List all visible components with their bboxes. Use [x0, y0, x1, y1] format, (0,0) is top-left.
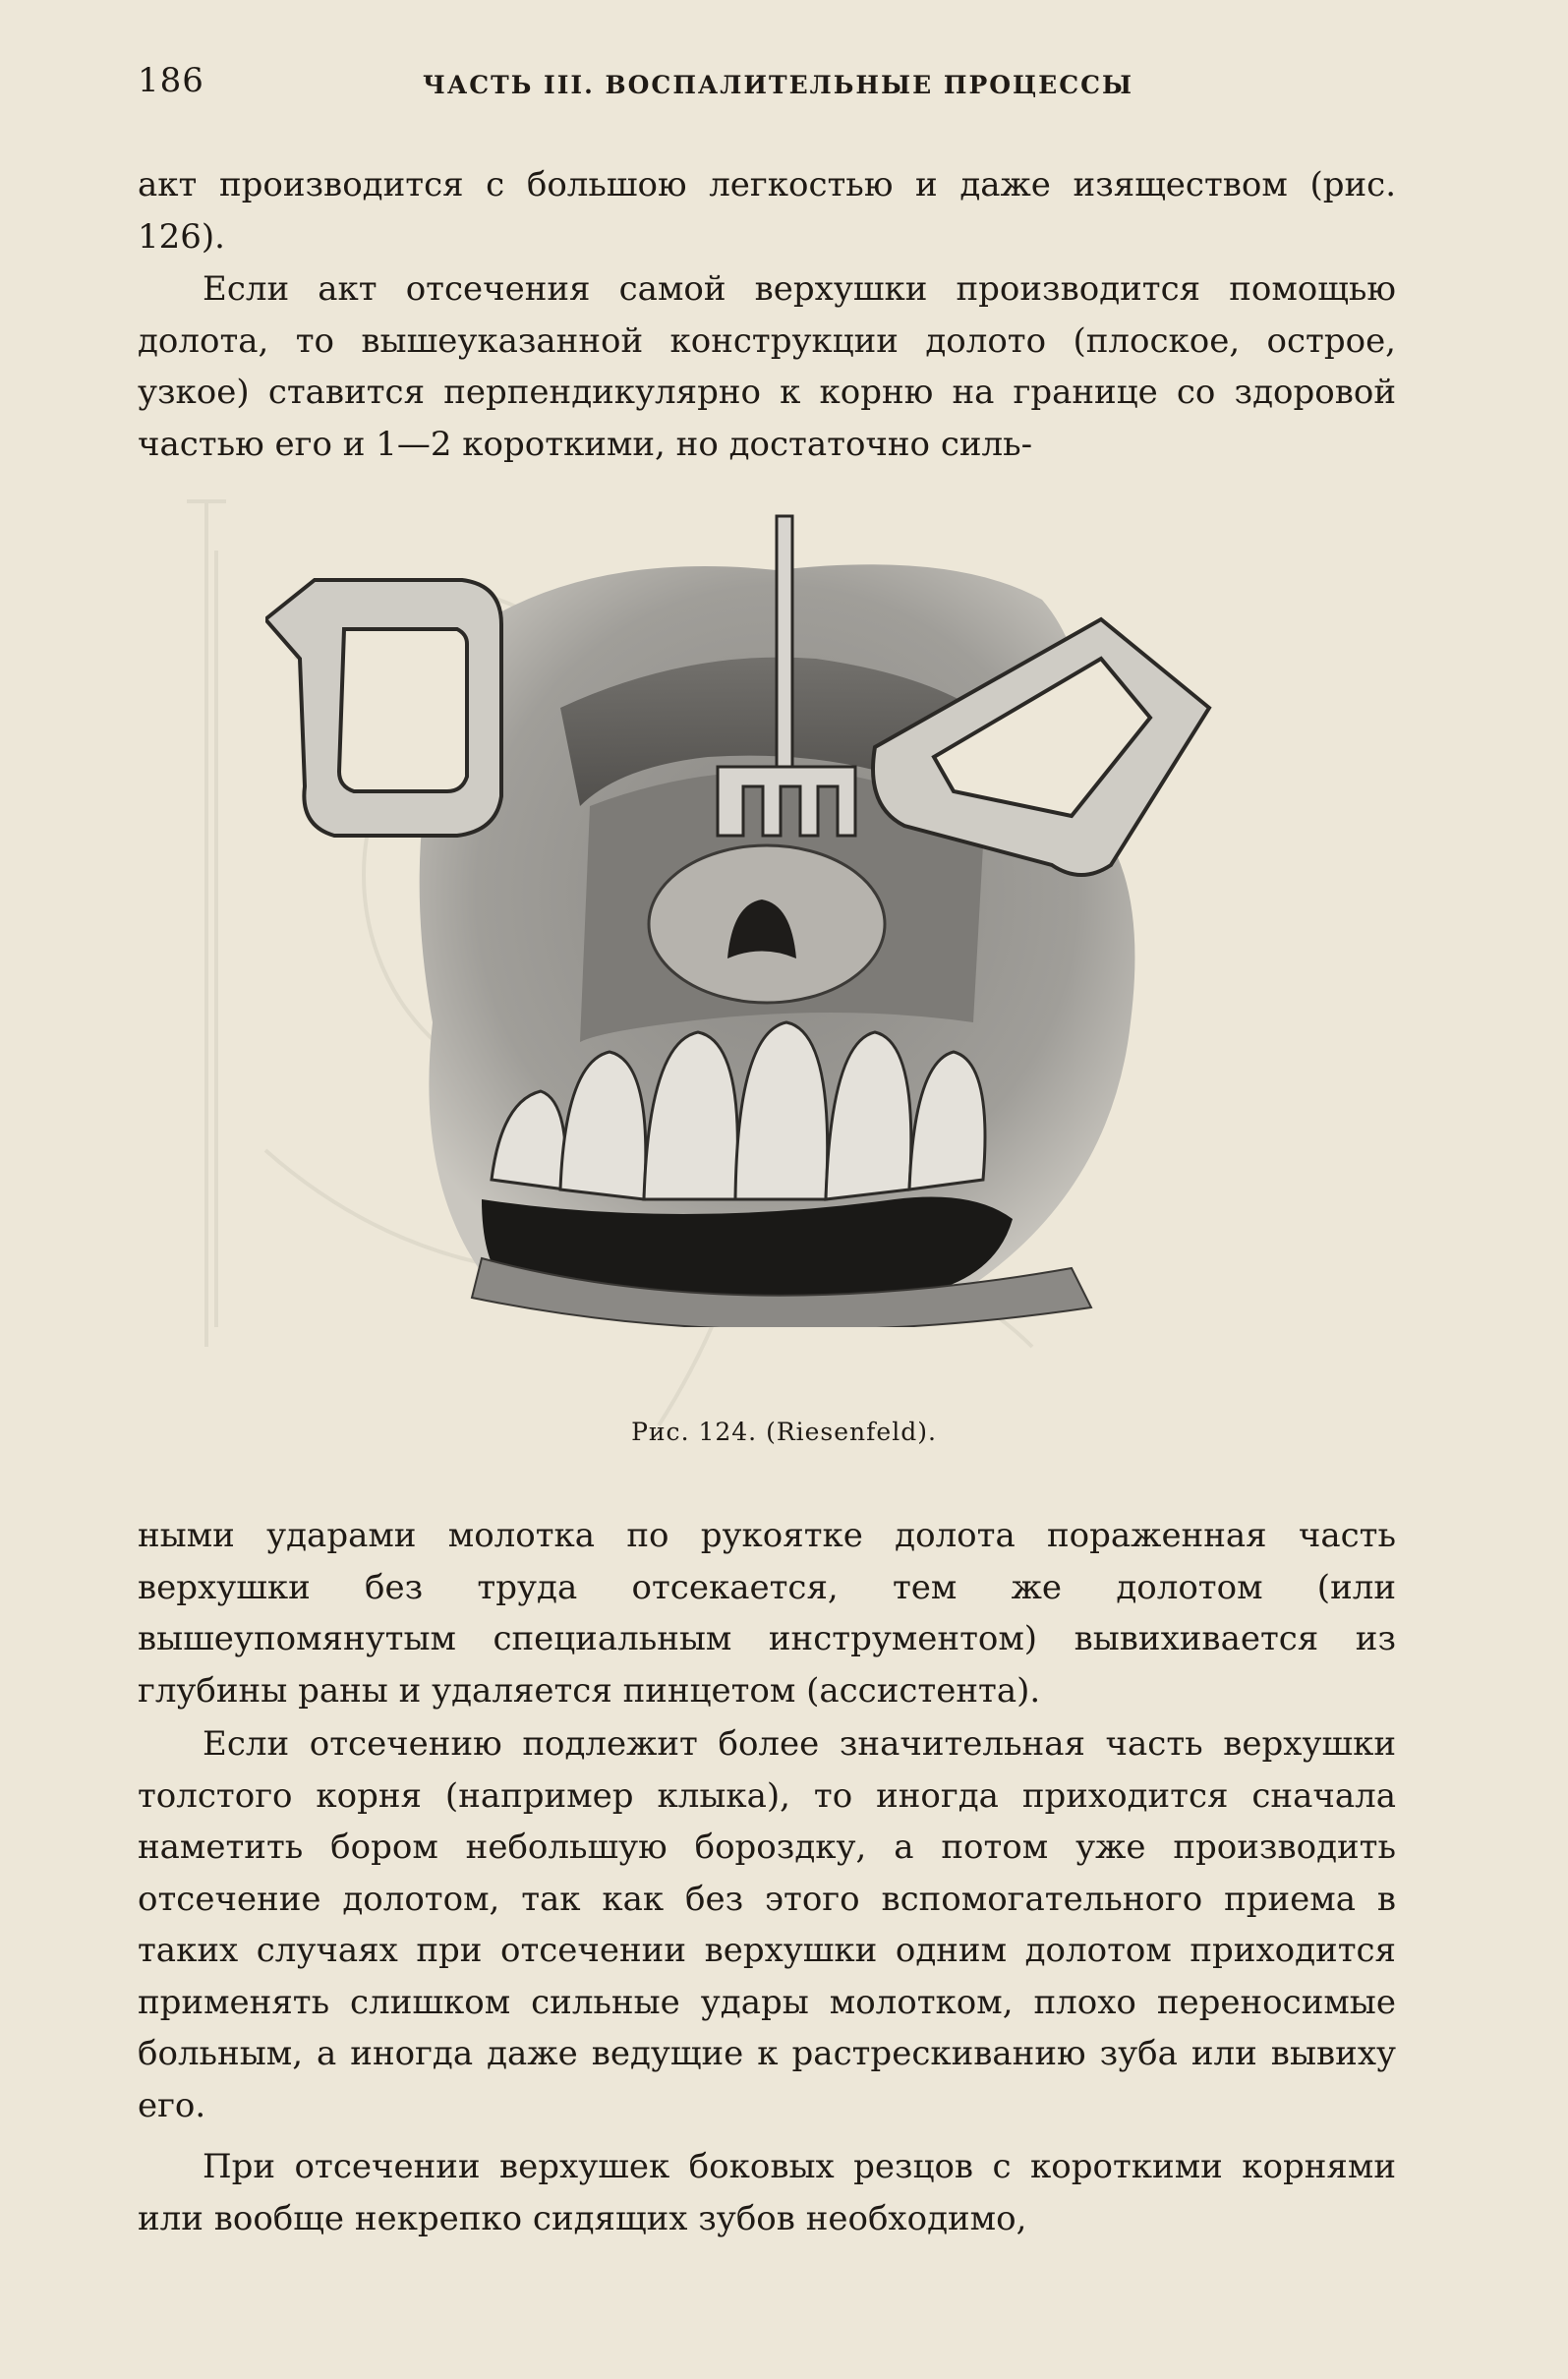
paragraph-canine: Если отсечению подлежит более значительная часть верхушки толстого корня (например клыка), то иногда приходится сначала наметить бором небольшую бороздку, а потом уже производить отсечение долотом, так как без этого вспомогательного приема в таких случаях при отсечении верхушки одним долотом приходится применять слишком сильные удары молотком, плохо переносимые больным, а иногда даже ведущие к растрескиванию зуба или вывиху его.: [138, 1724, 1396, 2125]
running-head: ЧАСТЬ III. ВОСПАЛИТЕЛЬНЫЕ ПРОЦЕССЫ: [423, 71, 1134, 99]
paragraph-chisel: Если акт отсечения самой верхушки производится помощью долота, то вышеуказанной конструкции долото (плоское, острое, узкое) ставится перпендикулярно к корню на границе со здоровой частью его и 1—2 короткими, но достаточно силь-: [138, 269, 1396, 464]
page-header: [138, 61, 1416, 120]
figure-caption: Рис. 124. (Riesenfeld).: [631, 1418, 937, 1446]
paragraph-lateral-incisors: При отсечении верхушек боковых резцов с короткими корнями или вообще некрепко сидящих зубов необходимо,: [138, 2147, 1396, 2238]
paragraph-continuation: акт производится с большою легкостью и даже изяществом (рис. 126).: [138, 165, 1396, 257]
paragraph-continued: ными ударами молотка по рукоятке долота пораженная часть верхушки без труда отсекается, тем же долотом (или вышеупомянутым специальным инструментом) вывихивается из глубины раны и удаляется пинцетом (ассистента).: [138, 1516, 1396, 1711]
page-number: 186: [138, 61, 204, 100]
left-retractor: [265, 580, 501, 836]
figure-dental-illustration: [265, 511, 1278, 1327]
